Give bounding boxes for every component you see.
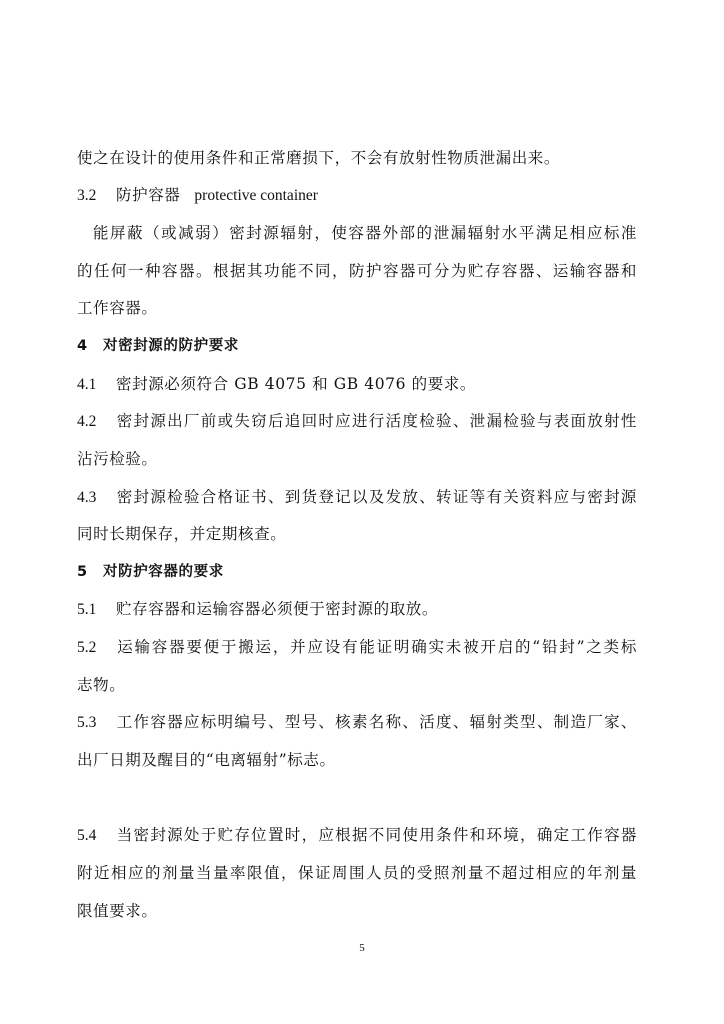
clause-5-2-line-2: 志物。 (77, 676, 126, 694)
paragraph-continuation (77, 148, 560, 168)
clause-4-3-line-2: 同时长期保存，并定期核查。 (77, 525, 287, 543)
clause-5-3 (77, 712, 637, 733)
section-title-english: protective container (194, 187, 318, 204)
clause-text: 贮存容器和运输容器必须便于密封源的取放。 (116, 600, 439, 618)
clause-5-3-line-2: 出厂日期及醒目的“电离辐射”标志。 (77, 751, 336, 769)
heading-4 (77, 336, 239, 356)
clause-text: 密封源必须符合 GB 4075 和 GB 4076 的要求。 (116, 375, 476, 393)
paragraph-text: 使之在设计的使用条件和正常磨损下，不会有放射性物质泄漏出来。 (77, 149, 561, 167)
heading-number: 4 (77, 338, 88, 354)
clause-number: 5.3 (77, 714, 97, 731)
clause-4-2-line-2: 沾污检验。 (77, 450, 158, 468)
clause-4-3 (77, 487, 637, 508)
clause-5-2 (77, 637, 637, 658)
clause-4-1 (77, 374, 476, 395)
clause-text: 当密封源处于贮存位置时，应根据不同使用条件和环境，确定工作容器 (116, 826, 637, 844)
clause-5-4-line-2: 附近相应的剂量当量率限值，保证周围人员的受照剂量不超过相应的年剂量 (77, 864, 637, 882)
section-title: 防护容器 (116, 186, 181, 204)
clause-text: 密封源出厂前或失窃后追回时应进行活度检验、泄漏检验与表面放射性 (116, 412, 637, 430)
clause-text: 密封源检验合格证书、到货登记以及发放、转证等有关资料应与密封源 (116, 488, 637, 506)
heading-title: 对密封源的防护要求 (103, 338, 239, 354)
clause-text: 运输容器要便于搬运，并应设有能证明确实未被开启的“铅封”之类标 (116, 638, 637, 656)
clause-number: 4.2 (77, 413, 97, 430)
clause-number: 4.1 (77, 376, 97, 393)
clause-number: 5.4 (77, 827, 97, 844)
heading-5 (77, 562, 224, 582)
clause-5-4-line-3: 限值要求。 (77, 902, 158, 920)
clause-5-4 (77, 825, 637, 846)
heading-title: 对防护容器的要求 (103, 564, 224, 580)
clause-5-1 (77, 599, 438, 620)
clause-number: 4.3 (77, 489, 97, 506)
definition-line-3: 工作容器。 (77, 299, 158, 317)
section-3-2 (77, 185, 318, 206)
definition-line-1: 能屏蔽（或减弱）密封源辐射，使容器外部的泄漏辐射水平满足相应标准 (93, 224, 637, 242)
clause-number: 5.1 (77, 601, 97, 618)
clause-text: 工作容器应标明编号、型号、核素名称、活度、辐射类型、制造厂家、 (116, 713, 637, 731)
definition-line-2: 的任何一种容器。根据其功能不同，防护容器可分为贮存容器、运输容器和 (77, 262, 637, 280)
page-number: 5 (359, 942, 365, 954)
heading-number: 5 (77, 564, 88, 580)
section-number: 3.2 (77, 187, 97, 204)
clause-number: 5.2 (77, 639, 97, 656)
clause-4-2 (77, 411, 637, 432)
